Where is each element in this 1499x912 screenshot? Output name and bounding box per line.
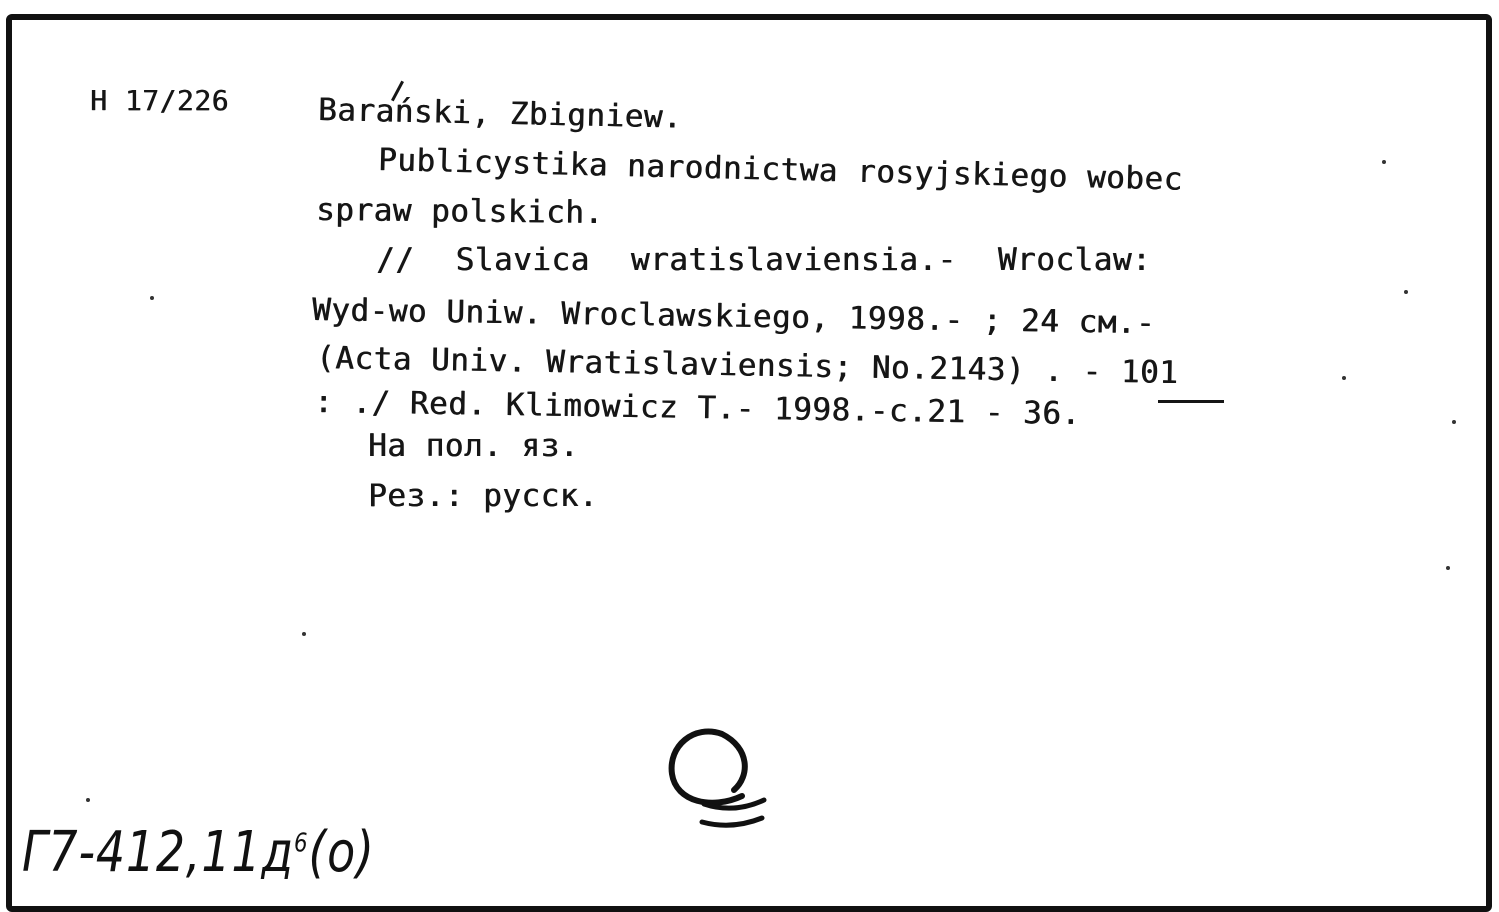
language-note: На пол. яз. <box>368 428 579 464</box>
underline-mark <box>1158 400 1224 403</box>
summary-note: Рез.: русск. <box>368 478 598 514</box>
scan-speck <box>1382 160 1386 164</box>
source-line-2: Wyd-wo Uniw. Wroclawskiego, 1998.- ; 24 см.- <box>311 292 1156 342</box>
handwritten-classification <box>22 820 375 885</box>
shelf-mark: Н 17/226 <box>90 84 229 117</box>
title-line-1: Publicystika narodnictwa rosyjskiego wobec <box>377 142 1184 198</box>
library-stamp-icon <box>664 726 774 836</box>
author-heading: Barański, Zbigniew. <box>317 92 683 136</box>
scan-speck <box>150 296 154 300</box>
handwritten-superscript: 6 <box>293 828 309 859</box>
scan-speck <box>86 798 90 802</box>
scan-speck <box>1446 566 1450 570</box>
scan-speck <box>1452 420 1456 424</box>
handwritten-code: Г7-412,11д <box>22 820 294 885</box>
scan-speck <box>1404 290 1408 294</box>
source-line-1: // Slavica wratislaviensia.- Wroclaw: <box>376 242 1152 278</box>
title-line-2: spraw polskich. <box>315 192 604 232</box>
editor-pages-line: : ./ Red. Klimowicz T.- 1998.-c.21 - 36. <box>313 384 1081 433</box>
handwritten-suffix: (о) <box>308 820 375 885</box>
series-line: (Acta Univ. Wratislaviensis; No.2143) . - 101 <box>315 340 1179 392</box>
scan-speck <box>302 632 306 636</box>
scan-speck <box>1342 376 1346 380</box>
